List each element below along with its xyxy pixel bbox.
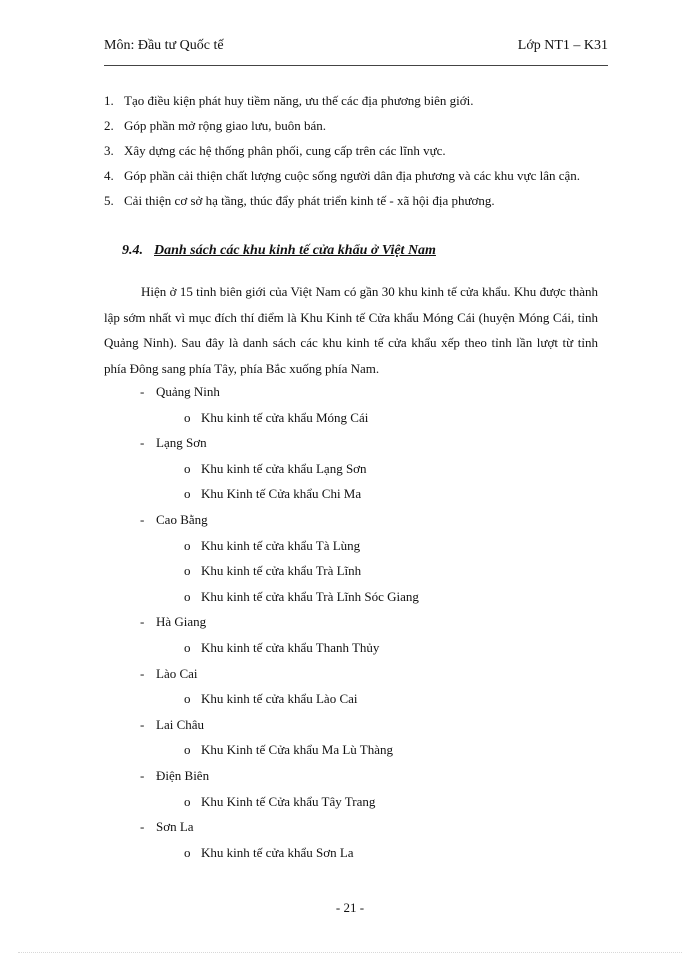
province-name: Lai Châu: [156, 716, 205, 732]
circle-bullet: o: [184, 793, 191, 809]
province-name: Lào Cai: [156, 665, 198, 681]
intro-paragraph: Hiện ở 15 tỉnh biên giới của Việt Nam có gần 30 khu kinh tế cửa khẩu. Khu được thành lập sớm nhất vì mục đích thí điểm là Khu Kinh tế Cửa khẩu Móng Cái (huyện Móng Cái, tỉnh Quảng Ninh). Sau đây là danh sách các khu kinh tế cửa khẩu xếp theo tỉnh lần lượt từ tỉnh phía Đông sang phía Tây, phía Bắc xuống phía Nam.: [104, 284, 598, 376]
province-item: [140, 661, 419, 687]
zone-item: [140, 789, 419, 815]
list-item: [104, 163, 604, 188]
province-item: [140, 379, 419, 405]
zone-name: Khu Kinh tế Cửa khẩu Ma Lù Thàng: [201, 742, 394, 758]
zone-name: Khu kinh tế cửa khẩu Lạng Sơn: [201, 460, 367, 476]
circle-bullet: o: [184, 486, 191, 502]
item-number: 5.: [104, 193, 114, 208]
province-item: [140, 814, 419, 840]
circle-bullet: o: [184, 742, 191, 758]
zone-name: Khu kinh tế cửa khẩu Tà Lùng: [201, 537, 361, 553]
province-name: Quảng Ninh: [156, 384, 220, 399]
province-item: [140, 430, 419, 456]
zone-name: Khu Kinh tế Cửa khẩu Chi Ma: [201, 486, 362, 502]
province-list: [140, 379, 419, 865]
circle-bullet: o: [184, 588, 191, 604]
province-item: [140, 712, 419, 738]
circle-bullet: o: [184, 844, 191, 860]
province-item: [140, 609, 419, 635]
item-number: 4.: [104, 168, 114, 183]
circle-bullet: o: [184, 460, 191, 476]
zone-item: [140, 584, 419, 610]
zone-item: [140, 840, 419, 866]
list-item: [104, 113, 604, 138]
class-name: Lớp NT1 – K31: [517, 38, 608, 53]
zone-item: [140, 737, 419, 763]
circle-bullet: o: [184, 563, 191, 579]
province-name: Cao Bằng: [156, 511, 208, 527]
numbered-list: [104, 88, 604, 213]
item-text: Tạo điều kiện phát huy tiềm năng, ưu thế các địa phương biên giới.: [124, 93, 474, 108]
item-number: 1.: [104, 93, 114, 108]
item-text: Cải thiện cơ sở hạ tầng, thúc đẩy phát triển kinh tế - xã hội địa phương.: [124, 193, 495, 208]
page-number: - 21 -: [335, 900, 365, 915]
dash-bullet: -: [140, 614, 145, 630]
circle-bullet: o: [184, 639, 191, 655]
section-title: Danh sách các khu kinh tế cửa khẩu ở Việt Nam: [154, 243, 436, 258]
province-name: Hà Giang: [156, 614, 207, 630]
item-number: 2.: [104, 118, 114, 133]
circle-bullet: o: [184, 537, 191, 553]
item-text: Góp phần mở rộng giao lưu, buôn bán.: [124, 118, 327, 133]
zone-item: [140, 481, 419, 507]
page-header: [104, 38, 608, 66]
zone-item: [140, 405, 419, 431]
zone-item: [140, 456, 419, 482]
course-name: Môn: Đầu tư Quốc tế: [104, 38, 224, 53]
zone-item: [140, 635, 419, 661]
item-number: 3.: [104, 143, 114, 158]
dash-bullet: -: [140, 435, 145, 451]
province-name: Lạng Sơn: [156, 435, 207, 451]
section-number: 9.4.: [122, 243, 143, 258]
dash-bullet: -: [140, 384, 145, 399]
item-text: Góp phần cải thiện chất lượng cuộc sống người dân địa phương và các khu vực lân cận.: [124, 168, 581, 183]
province-item: [140, 507, 419, 533]
page-edge-divider: [18, 952, 682, 953]
list-item: [104, 88, 604, 113]
list-item: [104, 188, 604, 213]
dash-bullet: -: [140, 665, 145, 681]
circle-bullet: o: [184, 691, 191, 707]
dash-bullet: -: [140, 819, 145, 835]
zone-name: Khu kinh tế cửa khẩu Trà Lĩnh Sóc Giang: [201, 588, 419, 604]
zone-name: Khu kinh tế cửa khẩu Trà Lĩnh: [201, 563, 362, 579]
list-item: [104, 138, 604, 163]
zone-name: Khu kinh tế cửa khẩu Thanh Thủy: [201, 639, 380, 655]
dash-bullet: -: [140, 716, 145, 732]
item-text: Xây dựng các hệ thống phân phối, cung cấp trên các lĩnh vực.: [124, 143, 446, 158]
zone-name: Khu Kinh tế Cửa khẩu Tây Trang: [201, 793, 376, 809]
province-item: [140, 763, 419, 789]
circle-bullet: o: [184, 409, 191, 425]
zone-name: Khu kinh tế cửa khẩu Lào Cai: [201, 691, 358, 707]
dash-bullet: -: [140, 767, 145, 783]
zone-name: Khu kinh tế cửa khẩu Móng Cái: [201, 409, 369, 425]
province-name: Sơn La: [156, 819, 194, 835]
dash-bullet: -: [140, 511, 145, 527]
zone-item: [140, 533, 419, 559]
zone-item: [140, 558, 419, 584]
province-name: Điện Biên: [156, 767, 210, 783]
zone-name: Khu kinh tế cửa khẩu Sơn La: [201, 844, 354, 860]
section-heading: [122, 243, 436, 259]
zone-item: [140, 686, 419, 712]
